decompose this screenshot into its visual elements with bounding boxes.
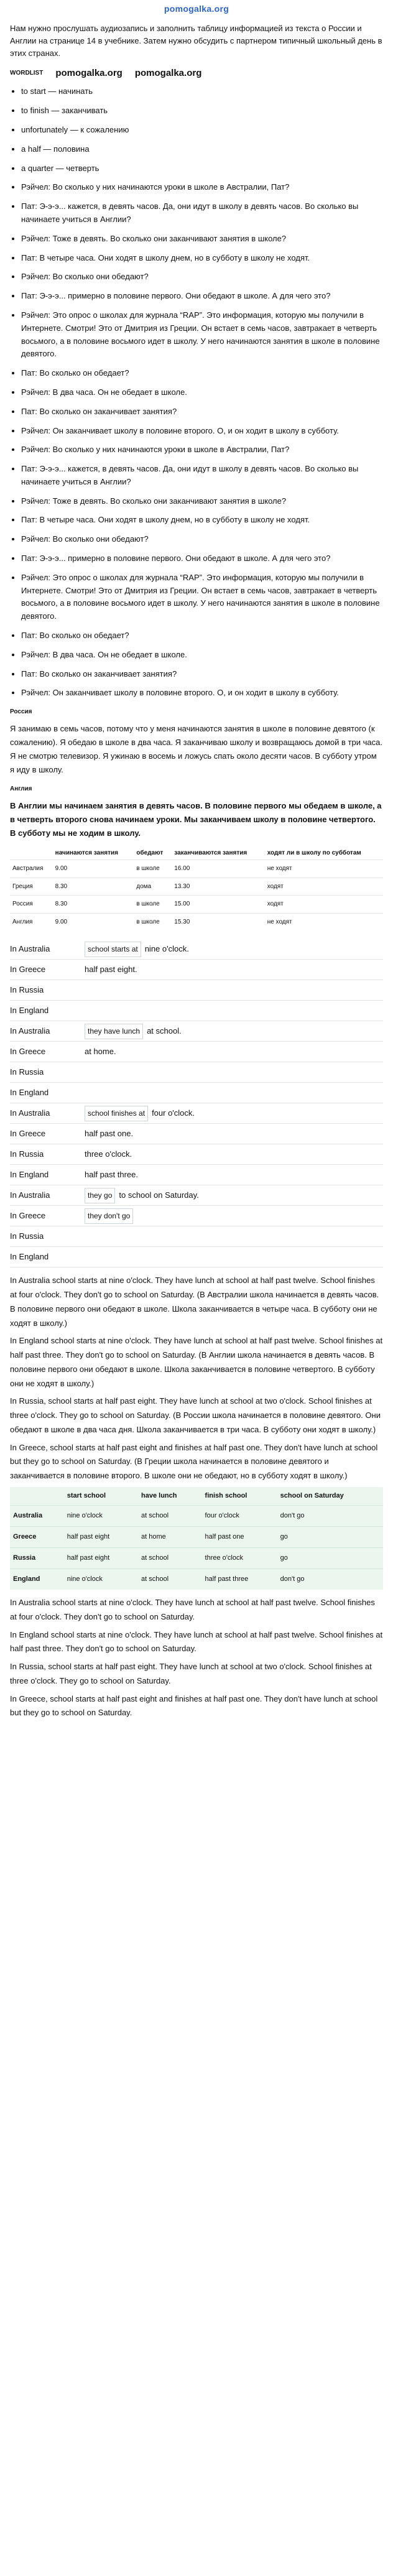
- exercise-row: In England: [10, 1001, 383, 1021]
- site-title[interactable]: pomogalka.org: [164, 4, 229, 14]
- paragraph: In Russia, school starts at half past eight. They have lunch at school at two o'clock. School finishes at three o'clock. They go to school on Saturday. (В России школа начинается в половине девятого. Они обедают в школе в два часа дня. Школа заканчивается в три часа. В субботу они ходят в школу.): [10, 1396, 381, 1434]
- exercise-row: In England: [10, 1083, 383, 1103]
- list-item: • Пат: В четыре часа. Они ходят в школу днем, но в субботу в школу не ходят.: [21, 514, 383, 527]
- list-item: • Рэйчел: Во сколько они обедают?: [21, 271, 383, 284]
- table-row: [10, 1527, 383, 1548]
- list-item: • Пат: Во сколько он заканчивает занятия?: [21, 405, 383, 419]
- summary-table-en: [10, 1487, 383, 1590]
- table-cell: half past eight: [64, 1548, 138, 1569]
- exercise-row: In Australia school finishes at four o'clock.: [10, 1103, 383, 1124]
- table-cell: не ходят: [265, 913, 383, 930]
- england-text: В Англии мы начинаем занятия в девять часов. В половине первого мы обедаем в школе, а в четверть второго снова начинаем уроки. Мы заканчиваем школу в половине четвертого. В субботу мы не ходим в школу.: [10, 800, 382, 838]
- exercise-row: In Australia school starts at nine o'clock.: [10, 939, 383, 960]
- table-header: have lunch: [141, 1491, 177, 1499]
- list-item: • Пат: Во сколько он обедает?: [21, 629, 383, 642]
- table-cell: ходят: [265, 878, 383, 896]
- exercise-row: In England: [10, 1247, 383, 1267]
- list-item: • Рэйчел: Тоже в девять. Во сколько они заканчивают занятия в школе?: [21, 495, 383, 508]
- list-item: • a half — половина: [21, 143, 383, 156]
- exercise-row: In Greece at home.: [10, 1042, 383, 1062]
- table-row: [10, 896, 383, 914]
- table-header: начинаются занятия: [55, 849, 118, 856]
- list-item: • Рэйчел: Во сколько у них начинаются уроки в школе в Австралии, Пат?: [21, 181, 383, 194]
- table-cell: Россия: [10, 896, 53, 914]
- table-cell: Greece: [10, 1527, 64, 1548]
- table-row: [10, 1548, 383, 1569]
- list-item: • Пат: Э-э-э... кажется, в девять часов. Да, они идут в школу в девять часов. Во сколько вы начинаете учиться в Англии?: [21, 463, 383, 489]
- table-row: [10, 878, 383, 896]
- intro-text: Нам нужно прослушать аудиозапись и заполнить таблицу информацией из текста о России и Англии на странице 14 в учебнике. Затем нужно обсудить с партнером типичный школьный день в этих странах.: [10, 23, 382, 58]
- table-header: заканчиваются занятия: [174, 849, 247, 856]
- table-cell: at school: [138, 1548, 202, 1569]
- list-item: • Пат: В четыре часа. Они ходят в школу днем, но в субботу в школу не ходят.: [21, 252, 383, 265]
- table-row: [10, 913, 383, 930]
- table-cell: don't go: [277, 1505, 383, 1526]
- list-item: • Пат: Э-э-э... примерно в половине первого. Они обедают в школе. А для чего это?: [21, 552, 383, 565]
- table-cell: дома: [134, 878, 172, 896]
- table-cell: 8.30: [53, 878, 134, 896]
- table-cell: don't go: [277, 1569, 383, 1590]
- table-cell: go: [277, 1527, 383, 1548]
- table-cell: 8.30: [53, 896, 134, 914]
- table-header: finish school: [205, 1491, 247, 1499]
- list-item: • Пат: Э-э-э... примерно в половине первого. Они обедают в школе. А для чего это?: [21, 290, 383, 303]
- table-header: [10, 846, 53, 860]
- paragraph: In Greece, school starts at half past eight and finishes at half past one. They don't have lunch at school but they go to school on Saturday. (В Греции школа начинается в половине девятого и заканчивается в половине второго. В школе они не обедают, но в субботу ходят в школу.): [10, 1442, 378, 1481]
- wordlist-label: WORDLIST: [10, 69, 44, 76]
- paragraph: In England school starts at nine o'clock. They have lunch at school at half past twelve. School finishes at half past three. They don't go to school on Saturday. (В Англии школа начинается в девять часов. В половине первого они обедают в школе. Школа заканчивается в половине четвертого. В субботу они не ходят в школу.): [10, 1336, 383, 1388]
- table-cell: Греция: [10, 878, 53, 896]
- section-heading: Англия: [10, 785, 32, 793]
- exercise-row: In Russia: [10, 980, 383, 1001]
- table-cell: four o'clock: [202, 1505, 277, 1526]
- exercise-row: In England half past three.: [10, 1165, 383, 1185]
- table-cell: 15.00: [172, 896, 264, 914]
- exercise-row: In Greece half past eight.: [10, 960, 383, 980]
- exercise-row: In Russia: [10, 1062, 383, 1083]
- dialogue-list: [10, 443, 383, 700]
- table-cell: go: [277, 1548, 383, 1569]
- list-item: • to finish — заканчивать: [21, 104, 383, 118]
- table-cell: at school: [138, 1569, 202, 1590]
- table-cell: Russia: [10, 1548, 64, 1569]
- table-cell: 9.00: [53, 860, 134, 878]
- table-header: обедают: [136, 849, 164, 856]
- exercise-row: In Russia three o'clock.: [10, 1144, 383, 1165]
- summary-table-ru: [10, 846, 383, 931]
- table-cell: at home: [138, 1527, 202, 1548]
- table-header: [10, 1487, 64, 1506]
- table-cell: 16.00: [172, 860, 264, 878]
- list-item: • Рэйчел: Во сколько у них начинаются уроки в школе в Австралии, Пат?: [21, 443, 383, 456]
- watermark: pomogalka.org: [134, 68, 202, 79]
- paragraph: In Russia, school starts at half past eight. They have lunch at school at two o'clock. School finishes at three o'clock. They go to school on Saturday.: [10, 1662, 372, 1685]
- table-cell: Австралия: [10, 860, 53, 878]
- table-cell: в школе: [134, 896, 172, 914]
- table-cell: 9.00: [53, 913, 134, 930]
- table-cell: half past one: [202, 1527, 277, 1548]
- russia-text: Я занимаю в семь часов, потому что у меня начинаются занятия в школе в половине девятого (к сожалению). Я обедаю в школе в два часа. Я заканчиваю школу и возвращаюсь домой в три часа. Я не смотрю телевизор. Я ужинаю в восемь и ложусь спать около десяти часов. В субботу утром я иду в школу.: [10, 723, 382, 775]
- exercise-row: In Greece half past one.: [10, 1124, 383, 1144]
- table-header: school on Saturday: [280, 1491, 344, 1499]
- list-item: • Пат: Э-э-э... кажется, в девять часов. Да, они идут в школу в девять часов. Во сколько вы начинаете учиться в Англии?: [21, 200, 383, 226]
- exercise-row: In Russia: [10, 1226, 383, 1247]
- table-cell: half past eight: [64, 1527, 138, 1548]
- list-item: • Рэйчел: Он заканчивает школу в половине второго. О, и он ходит в школу в субботу.: [21, 425, 383, 438]
- table-header: start school: [67, 1491, 106, 1499]
- table-cell: в школе: [134, 913, 172, 930]
- table-cell: three o'clock: [202, 1548, 277, 1569]
- list-item: • Пат: Во сколько он обедает?: [21, 367, 383, 380]
- list-item: • to start — начинать: [21, 85, 383, 98]
- list-item: • Пат: Во сколько он заканчивает занятия?: [21, 668, 383, 681]
- table-cell: nine o'clock: [64, 1569, 138, 1590]
- exercise: [10, 939, 383, 1267]
- table-cell: 15.30: [172, 913, 264, 930]
- table-cell: не ходят: [265, 860, 383, 878]
- table-header: ходят ли в школу по субботам: [267, 849, 361, 856]
- list-item: • Рэйчел: Тоже в девять. Во сколько они заканчивают занятия в школе?: [21, 233, 383, 246]
- table-cell: England: [10, 1569, 64, 1590]
- table-row: [10, 1569, 383, 1590]
- list-item: • Рэйчел: В два часа. Он не обедает в школе.: [21, 649, 383, 662]
- list-item: • Рэйчел: Это опрос о школах для журнала “RAP”. Это информация, которую мы получили в Интернете. Смотри! Это от Дмитрия из Греции. Он встает в семь часов, завтракает в четверть восьмого, а в половине восьмого идет в школу. У него начинаются занятия в школе в половине девятого.: [21, 572, 383, 623]
- list-item: • Рэйчел: Он заканчивает школу в половине второго. О, и он ходит в школу в субботу.: [21, 687, 383, 700]
- list-item: • Рэйчел: Во сколько они обедают?: [21, 533, 383, 546]
- exercise-row: In Greece they don't go: [10, 1206, 383, 1226]
- table-row: [10, 860, 383, 878]
- dialogue-list: [10, 181, 383, 437]
- paragraph: In Greece, school starts at half past eight and finishes at half past one. They don't have lunch at school but they go to school on Saturday.: [10, 1693, 378, 1718]
- list-item: • a quarter — четверть: [21, 162, 383, 175]
- paragraph: In Australia school starts at nine o'clock. They have lunch at school at half past twelve. School finishes at four o'clock. They don't go to school on Saturday. (В Австралии школа начинается в девять часов. В половине первого они обедают в школе. Школа заканчивается в четыре часа. В субботу они не ходят в школу.): [10, 1276, 379, 1328]
- section-heading: Россия: [10, 708, 32, 716]
- table-cell: nine o'clock: [64, 1505, 138, 1526]
- table-cell: half past three: [202, 1569, 277, 1590]
- table-cell: ходят: [265, 896, 383, 914]
- table-cell: 13.30: [172, 878, 264, 896]
- watermark: pomogalka.org: [55, 68, 123, 79]
- table-cell: в школе: [134, 860, 172, 878]
- table-cell: Australia: [10, 1505, 64, 1526]
- wordlist: [10, 85, 383, 175]
- table-cell: Англия: [10, 913, 53, 930]
- list-item: • Рэйчел: Это опрос о школах для журнала “RAP”. Это информация, которую мы получили в Интернете. Смотри! Это от Дмитрия из Греции. Он встает в семь часов, завтракает в четверть восьмого, а в половине восьмого идет в школу. У него начинаются занятия в школе в половине девятого.: [21, 309, 383, 361]
- paragraph: In Australia school starts at nine o'clock. They have lunch at school at half past twelve. School finishes at four o'clock. They don't go to school on Saturday.: [10, 1598, 375, 1621]
- exercise-row: In Australia they go to school on Saturday.: [10, 1185, 383, 1206]
- table-row: [10, 1505, 383, 1526]
- list-item: • Рэйчел: В два часа. Он не обедает в школе.: [21, 386, 383, 399]
- list-item: • unfortunately — к сожалению: [21, 124, 383, 137]
- table-cell: at school: [138, 1505, 202, 1526]
- paragraph: In England school starts at nine o'clock. They have lunch at school at half past twelve. School finishes at half past three. They don't go to school on Saturday.: [10, 1629, 383, 1654]
- exercise-row: In Australia they have lunch at school.: [10, 1021, 383, 1042]
